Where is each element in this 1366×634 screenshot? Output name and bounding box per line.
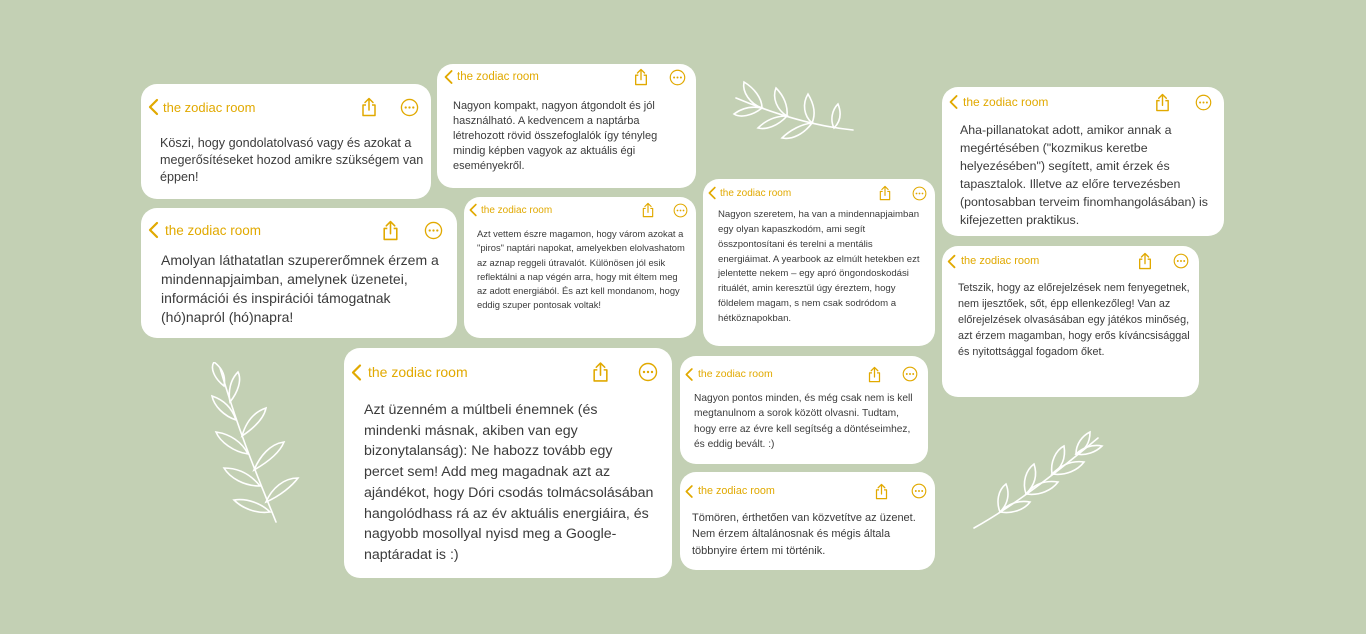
- review-text: Tömören, érthetően van közvetítve az üzenet. Nem érzem általánosnak és mégis általa többnyire értem mi történik.: [692, 512, 916, 557]
- more-icon[interactable]: [1195, 94, 1212, 111]
- chevron-left-icon: [350, 363, 364, 382]
- chevron-left-icon: [147, 98, 161, 116]
- review-card: [703, 179, 935, 346]
- review-text: Aha-pillanatokat adott, amikor annak a megértésében ("kozmikus keretbe helyezésében") segített, amit érzek és tapasztalok. Illetve az előre tervezésben (pontosabban terveim finomhangolásában) is kifejezetten praktikus.: [960, 123, 1208, 227]
- review-card: [942, 87, 1224, 236]
- review-card: [680, 356, 928, 464]
- back-button[interactable]: [684, 367, 773, 382]
- share-icon[interactable]: [591, 361, 610, 383]
- share-icon[interactable]: [878, 185, 892, 201]
- leaf-branch-icon: [970, 428, 1106, 532]
- back-label: the zodiac room: [720, 187, 792, 199]
- share-icon[interactable]: [874, 483, 889, 500]
- share-icon[interactable]: [641, 202, 655, 218]
- back-button[interactable]: [350, 363, 468, 382]
- back-button[interactable]: [147, 98, 256, 116]
- back-button[interactable]: [684, 484, 775, 499]
- more-icon[interactable]: [1173, 253, 1189, 269]
- leaf-branch-icon: [732, 78, 857, 146]
- chevron-left-icon: [443, 69, 455, 85]
- review-text: Nagyon pontos minden, és még csak nem is kell megtanulnom a sorok között olvasni. Tudtam, hogy erre az évre kell segítség a döntéseimhez, és eddig bevált. :): [694, 393, 913, 450]
- share-icon[interactable]: [633, 68, 649, 86]
- more-icon[interactable]: [902, 366, 918, 382]
- review-card: [942, 246, 1199, 397]
- back-label: the zodiac room: [963, 95, 1049, 109]
- review-text: Azt üzenném a múltbeli énemnek (és mindenki másnak, akiben van egy bizonytalanság): Ne habozz tovább egy percet sem! Add meg magadnak azt az ajándékot, hogy Dóri csodás tolmácsolásában hangolódhass rá az év aktuális energiáira, és nagyobb mosollyal nyisd meg a Google-naptáradat is :): [364, 402, 654, 564]
- chevron-left-icon: [946, 254, 958, 269]
- back-button[interactable]: [468, 203, 552, 217]
- more-icon[interactable]: [669, 69, 686, 86]
- chevron-left-icon: [707, 186, 718, 200]
- more-icon[interactable]: [400, 98, 419, 117]
- review-card: [680, 472, 935, 570]
- more-icon[interactable]: [638, 362, 658, 382]
- more-icon[interactable]: [911, 483, 927, 499]
- back-label: the zodiac room: [481, 204, 553, 216]
- review-text: Köszi, hogy gondolatolvasó vagy és azokat a megerősítéseket hozod amikre szükségem van éppen!: [160, 136, 424, 185]
- review-card: [464, 197, 696, 338]
- chevron-left-icon: [948, 94, 960, 110]
- more-icon[interactable]: [912, 186, 927, 201]
- share-icon[interactable]: [360, 97, 378, 117]
- chevron-left-icon: [684, 484, 695, 499]
- share-icon[interactable]: [1137, 252, 1153, 270]
- review-card: [437, 64, 696, 188]
- review-card: [141, 208, 457, 338]
- share-icon[interactable]: [1154, 93, 1171, 112]
- back-label: the zodiac room: [698, 368, 773, 380]
- review-text: Nagyon szeretem, ha van a mindennapjaimban egy olyan kapaszkodóm, ami segít összpontosítani és terelni a mentális energiáimat. A yearbook az elmúlt hetekben ezt jelentette nekem – egy apró öngondoskodási rituálét, amin keresztül úgy éreztem, hogy földelem magam, s nem csak sodródom a hétköznapokban.: [718, 209, 920, 325]
- back-label: the zodiac room: [457, 71, 539, 83]
- back-label: the zodiac room: [698, 485, 775, 497]
- back-label: the zodiac room: [165, 222, 262, 238]
- back-button[interactable]: [707, 186, 791, 200]
- chevron-left-icon: [468, 203, 479, 217]
- more-icon[interactable]: [424, 221, 443, 240]
- chevron-left-icon: [684, 367, 695, 382]
- back-label: the zodiac room: [368, 364, 468, 380]
- back-button[interactable]: [443, 69, 539, 85]
- review-text: Amolyan láthatatlan szupererőmnek érzem a mindennapjaimban, amelynek üzenetei, információi és inspirációi támogatnak (hó)napról (hó)napra!: [161, 252, 439, 326]
- share-icon[interactable]: [381, 220, 400, 241]
- back-button[interactable]: [946, 254, 1039, 269]
- review-card: [344, 348, 672, 578]
- review-text: Nagyon kompakt, nagyon átgondolt és jól használható. A kedvencem a naptárba létrehozott rövid összefoglalók így tényleg mindig képben vagyok az aktuális égi eseményekről.: [453, 100, 658, 172]
- share-icon[interactable]: [867, 366, 882, 383]
- back-button[interactable]: [948, 94, 1048, 110]
- chevron-left-icon: [147, 221, 161, 239]
- back-label: the zodiac room: [163, 99, 256, 115]
- review-card: [141, 84, 431, 199]
- leaf-branch-icon: [180, 362, 302, 524]
- back-label: the zodiac room: [961, 255, 1040, 267]
- review-text: Tetszik, hogy az előrejelzések nem fenyegetnek, nem ijesztőek, sőt, épp ellenkezőleg! Van az előrejelzések olvasásában egy játékos minőség, azt érzem magamban, hogy erős kíváncsisággal és nyitottsággal fogadom őket.: [958, 282, 1190, 359]
- more-icon[interactable]: [673, 203, 688, 218]
- review-text: Azt vettem észre magamon, hogy várom azokat a "piros" naptári napokat, amelyekben elolvashatom az aznap reggeli útravalót. Különösen jól esik reflektálni a nap végén arra, hogy mit éltem meg az adott energiából. És azt kell mondanom, hogy eddig szuper pontosak voltak!: [477, 228, 685, 311]
- back-button[interactable]: [147, 221, 261, 239]
